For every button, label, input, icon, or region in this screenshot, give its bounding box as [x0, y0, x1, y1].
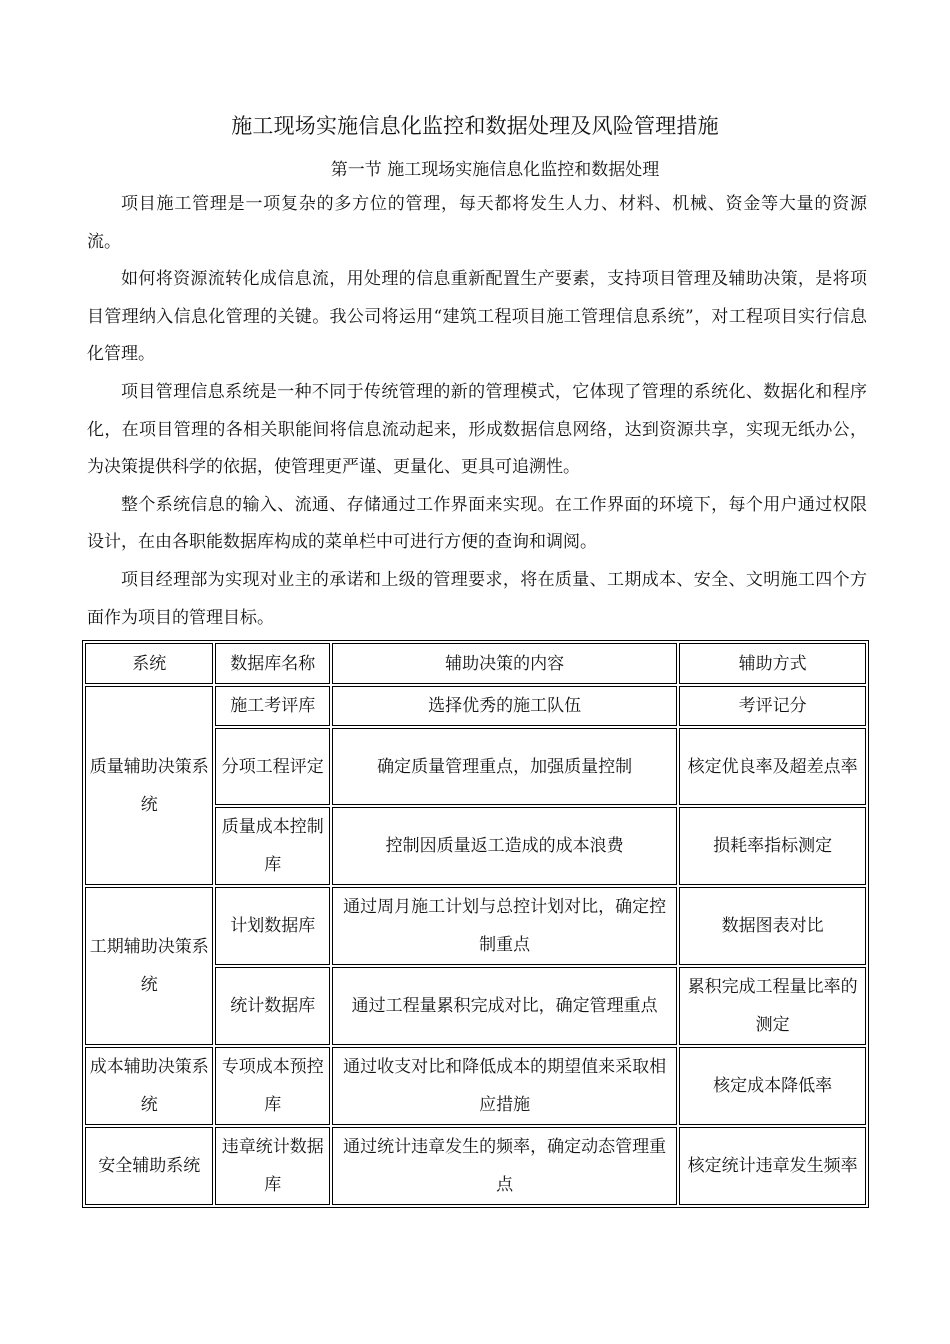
table-row: [85, 887, 866, 965]
paragraph: 如何将资源流转化成信息流，用处理的信息重新配置生产要素，支持项目管理及辅助决策，是将项目管理纳入信息化管理的关键。我公司将运用“建筑工程项目施工管理信息系统”，对工程项目实行信息化管理。: [87, 269, 867, 365]
content-cell: 确定质量管理重点，加强质量控制: [332, 728, 677, 805]
document-title: 施工现场实施信息化监控和数据处理及风险管理措施: [231, 114, 719, 138]
method-cell: 损耗率指标测定: [679, 807, 866, 885]
method-cell: 考评记分: [679, 686, 866, 726]
system-cell: 安全辅助系统: [85, 1127, 213, 1205]
database-cell: 计划数据库: [215, 887, 329, 965]
database-cell: 专项成本预控库: [215, 1047, 329, 1125]
method-cell: 核定统计违章发生频率: [679, 1127, 866, 1205]
database-cell: 分项工程评定: [215, 728, 329, 805]
system-cell: 质量辅助决策系统: [85, 686, 213, 885]
system-cell: 工期辅助决策系统: [85, 887, 213, 1045]
database-cell: 质量成本控制库: [215, 807, 329, 885]
paragraph: 项目管理信息系统是一种不同于传统管理的新的管理模式，它体现了管理的系统化、数据化和程序化，在项目管理的各相关职能间将信息流动起来，形成数据信息网络，达到资源共享，实现无纸办公，为决策提供科学的依据，使管理更严谨、更量化、更具可追溯性。: [87, 381, 867, 478]
content-cell: 通过统计违章发生的频率，确定动态管理重点: [332, 1127, 677, 1205]
database-cell: 统计数据库: [215, 967, 329, 1045]
method-cell: 累积完成工程量比率的测定: [679, 967, 866, 1045]
header-cell-content: 辅助决策的内容: [332, 643, 677, 684]
content-cell: 通过周月施工计划与总控计划对比，确定控制重点: [332, 887, 677, 965]
table-row: [85, 1047, 866, 1125]
table-header-row: [85, 643, 866, 684]
header-cell-system: 系统: [85, 643, 213, 684]
table-row: [85, 686, 866, 726]
method-cell: 核定优良率及超差点率: [679, 728, 866, 805]
decision-support-table: [82, 640, 869, 1208]
content-cell: 选择优秀的施工队伍: [332, 686, 677, 726]
system-cell: 成本辅助决策系统: [85, 1047, 213, 1125]
content-cell: 通过收支对比和降低成本的期望值来采取相应措施: [332, 1047, 677, 1125]
database-cell: 施工考评库: [215, 686, 329, 726]
header-cell-method: 辅助方式: [679, 643, 866, 684]
content-cell: 控制因质量返工造成的成本浪费: [332, 807, 677, 885]
method-cell: 数据图表对比: [679, 887, 866, 965]
body-text: [87, 186, 867, 637]
method-cell: 核定成本降低率: [679, 1047, 866, 1125]
content-cell: 通过工程量累积完成对比，确定管理重点: [332, 967, 677, 1045]
database-cell: 违章统计数据库: [215, 1127, 329, 1205]
paragraph: 项目经理部为实现对业主的承诺和上级的管理要求，将在质量、工期成本、安全、文明施工四个方面作为项目的管理目标。: [87, 569, 867, 628]
header-cell-database: 数据库名称: [215, 643, 329, 684]
table-row: [85, 1127, 866, 1205]
paragraph: 整个系统信息的输入、流通、存储通过工作界面来实现。在工作界面的环境下，每个用户通过权限设计，在由各职能数据库构成的菜单栏中可进行方便的查询和调阅。: [87, 494, 867, 553]
section-heading: 第一节 施工现场实施信息化监控和数据处理: [330, 160, 660, 180]
paragraph: 项目施工管理是一项复杂的多方位的管理，每天都将发生人力、材料、机械、资金等大量的资源流。: [87, 194, 867, 252]
